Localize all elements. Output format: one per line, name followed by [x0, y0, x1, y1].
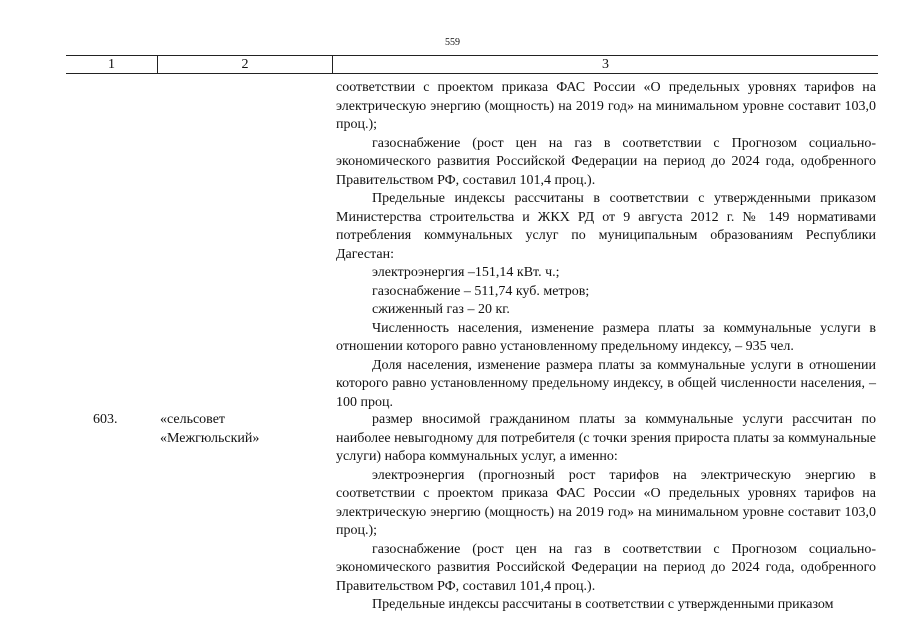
paragraph: газоснабжение (рост цен на газ в соответствии с Прогнозом социально-экономического развития Российской Федерации на период до 2024 года, одобренного Правительством РФ, составил 101,4 проц.).: [336, 541, 876, 594]
column-header-2: 2: [157, 56, 333, 73]
page-number: 559: [445, 37, 460, 48]
row-number: 603.: [93, 412, 118, 427]
municipality-name-line: «сельсовет: [160, 412, 226, 427]
paragraph: соответствии с проектом приказа ФАС России «О предельных уровнях тарифов на электрическую энергию (мощность) на 2019 год» на минимальном уровне составит 103,0 проц.);: [336, 80, 876, 132]
row-603-text: [336, 411, 876, 615]
paragraph: размер вносимой гражданином платы за коммунальные услуги рассчитан по наиболее невыгодному для потребителя (с точки зрения прироста платы за коммунальные услуги) набора коммунальных услуг, а именно:: [336, 412, 876, 464]
paragraph: Предельные индексы рассчитаны в соответствии с утвержденными приказом: [372, 597, 834, 612]
norm-item: сжиженный газ – 20 кг.: [372, 302, 510, 317]
paragraph: Предельные индексы рассчитаны в соответствии с утвержденными приказом Министерства строительства и ЖКХ РД от 9 августа 2012 г. № 149 нормативами потребления коммунальных услуг по муниципальным образованиям Республики Дагестан:: [336, 191, 876, 262]
municipality-name: [160, 411, 330, 448]
norm-item: электроэнергия –151,14 кВт. ч.;: [372, 265, 560, 280]
paragraph: Численность населения, изменение размера платы за коммунальные услуги в отношении которого равно установленному предельному индексу, – 935 чел.: [336, 320, 876, 354]
municipality-name-line: «Межгюльский»: [160, 430, 260, 446]
norm-item: газоснабжение – 511,74 куб. метров;: [372, 283, 590, 299]
paragraph: газоснабжение (рост цен на газ в соответствии с Прогнозом социально-экономического развития Российской Федерации на период до 2024 года, одобренного Правительством РФ, составил 101,4 проц.).: [336, 135, 876, 188]
column-header-3: 3: [602, 57, 609, 72]
paragraph: Доля населения, изменение размера платы за коммунальные услуги в отношении которого равно установленному предельному индексу, в общей численности населения, – 100 проц.: [336, 357, 876, 410]
table-header-row: [66, 55, 878, 74]
paragraph: электроэнергия (прогнозный рост тарифов на электрическую энергию в соответствии с проектом приказа ФАС России «О предельных уровнях тарифов на электрическую энергию (мощность) на 2019 год» на минимальном уровне составит 103,0 проц.);: [336, 467, 876, 538]
column-header-1: 1: [108, 57, 115, 72]
continued-row-text: [336, 79, 876, 412]
